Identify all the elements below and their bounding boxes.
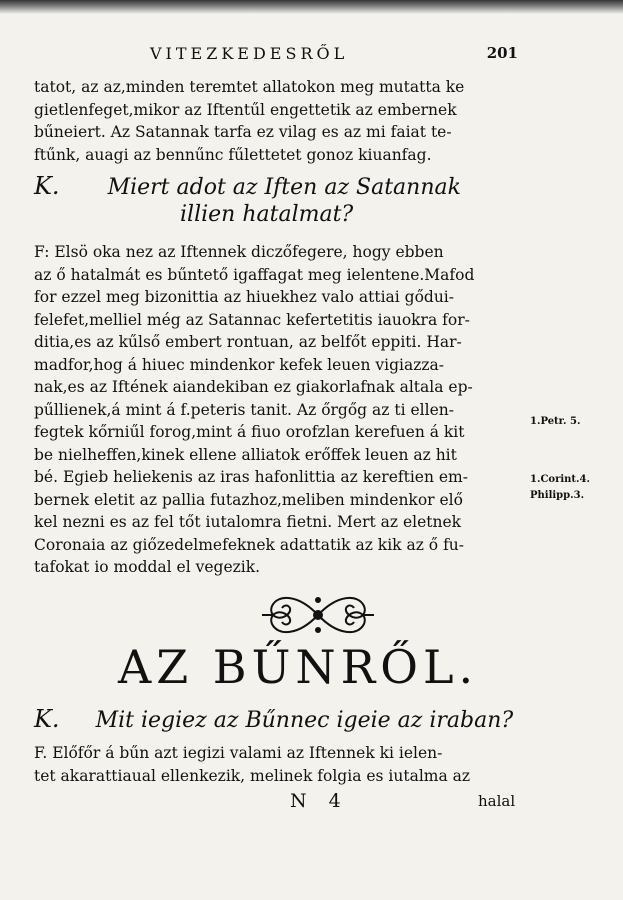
- fleuron-ornament-icon: [258, 592, 378, 638]
- margin-note: 1.Corint.4.: [530, 474, 590, 485]
- text-line: nak,es az Iftének aiandekiban ez giakorlafnak altala ep-: [34, 378, 473, 396]
- text-line: tafokat io moddal el vegezik.: [34, 558, 261, 576]
- signature-mark: N 4: [290, 790, 349, 812]
- margin-note: Philipp.3.: [530, 490, 585, 501]
- question-2: [34, 705, 554, 733]
- text-line: Coronaia az giőzedelmefeknek adattatik az kik az ő fu-: [34, 535, 465, 554]
- text-line: ditia,es az kűlső embert rontuan, az belfőt eppiti. Har-: [34, 333, 462, 351]
- question-marker: K.: [34, 705, 60, 733]
- margin-note: 1.Petr. 5.: [530, 416, 581, 427]
- running-title: VITEZKEDESRŐL: [150, 44, 349, 63]
- paragraph-1: [34, 76, 512, 166]
- question-line-1: Miert adot az Iften az Satannak: [107, 175, 461, 200]
- section-title: AZ BŰNRŐL.: [118, 640, 479, 694]
- question-line-2: illien hatalmat?: [180, 202, 354, 227]
- text-line: tet akarattiaual ellenkezik, melinek folgia es iutalma az: [34, 766, 471, 785]
- text-line: gietlenfeget,mikor az Iftentűl engettetik az embernek: [34, 100, 457, 119]
- answer-2: [34, 742, 512, 787]
- text-line: bernek eletit az pallia futazhoz,meliben mindenkor elő: [34, 490, 463, 509]
- question-text: Mit iegiez az Bűnnec igeie az iraban?: [95, 708, 514, 733]
- text-line: ftűnk, auagi az bennűnc fűlettetet gonoz kiuanfag.: [34, 145, 432, 164]
- text-line: fegtek kőrniűl forog,mint á fiuo orofzlan kerefuen á kit: [34, 423, 465, 441]
- text-line: az ő hatalmát es bűntető igaffagat meg ielentene.Mafod: [34, 265, 475, 284]
- text-line: F. Előfőr á bűn azt iegizi valami az Iftennek ki ielen-: [34, 744, 443, 762]
- answer-1: [34, 241, 512, 579]
- page-top-edge: [0, 0, 623, 14]
- catchword: halal: [478, 792, 516, 810]
- text-line: kel nezni es az fel tőt iutalomra fietni. Mert az eletnek: [34, 513, 462, 531]
- text-line: for ezzel meg bizonittia az hiuekhez valo attiai gődui-: [34, 288, 455, 306]
- text-line: pűllienek,á mint á f.peteris tanit. Az őrgőg az ti ellen-: [34, 400, 454, 419]
- question-1: [34, 172, 524, 227]
- question-marker: K.: [34, 172, 60, 200]
- text-line: tatot, az az,minden teremtet allatokon meg mutatta ke: [34, 78, 465, 96]
- text-line: be nielheffen,kinek ellene alliatok erőffek leuen az hit: [34, 445, 457, 464]
- text-line: madfor,hog á hiuec mindenkor kefek leuen vigiazza-: [34, 355, 445, 374]
- text-line: F: Elsö oka nez az Iftennek diczőfegere, hogy ebben: [34, 243, 444, 261]
- page-number: 201: [486, 44, 518, 62]
- running-header: [150, 44, 518, 66]
- text-line: bűneiert. Az Satannak tarfa ez vilag es az mi faiat te-: [34, 123, 452, 141]
- text-line: felefet,melliel még az Satannac kefertetitis iauokra for-: [34, 310, 470, 329]
- text-line: bé. Egieb heliekenis az iras hafonlittia az kereftien em-: [34, 468, 468, 486]
